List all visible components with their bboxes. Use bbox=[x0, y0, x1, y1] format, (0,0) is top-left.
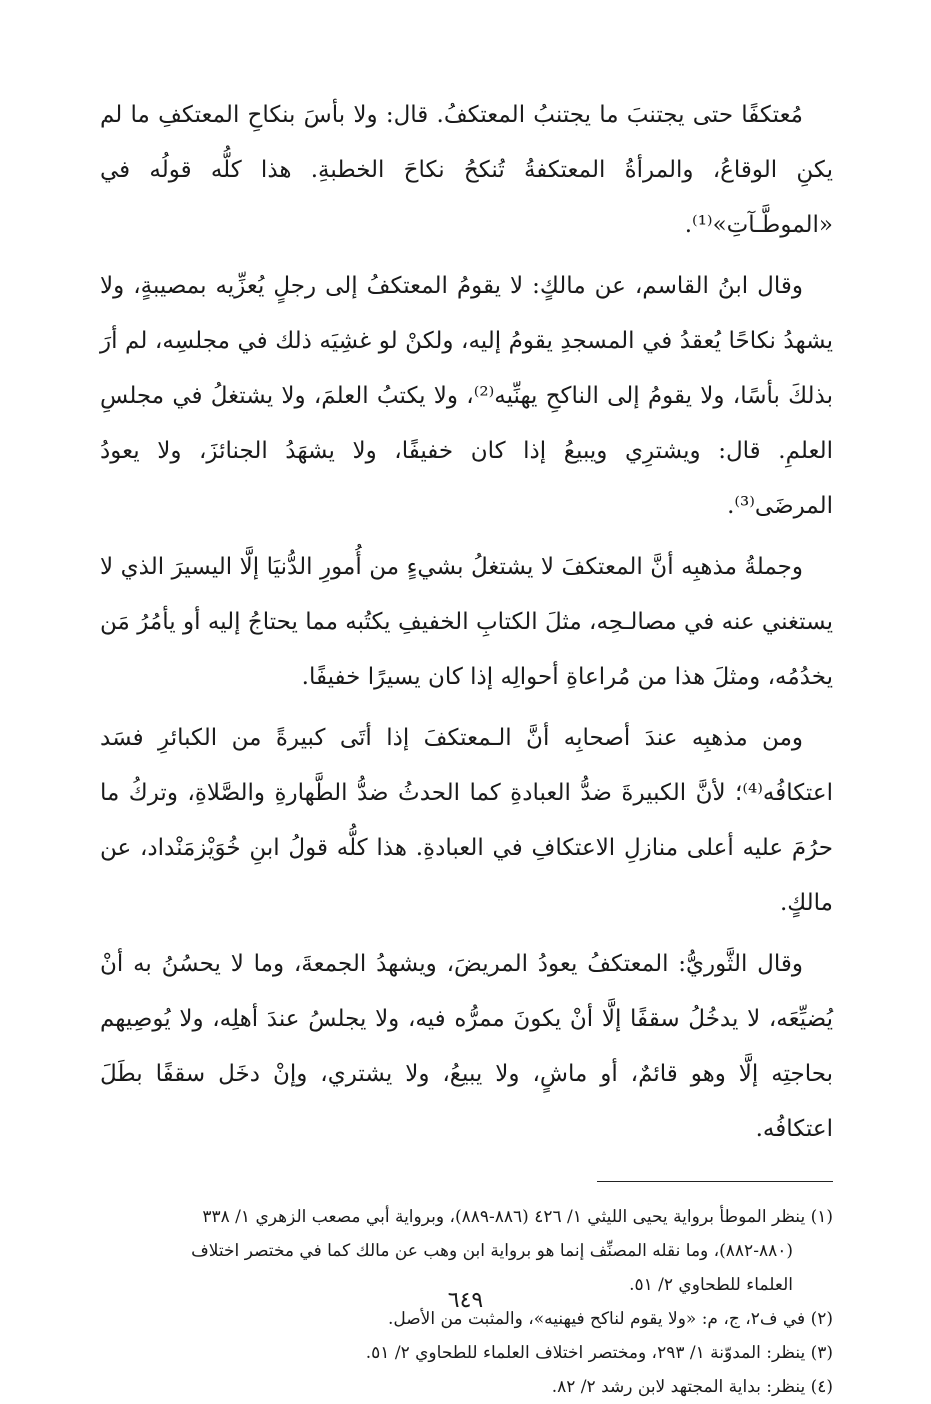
footnote-1-line-1: (١) ينظر الموطأ برواية يحيى الليثي ١/ ٤٢٦ (٨٨٦-٨٨٩)، وبرواية أبي مصعب الزهري ١/ ٣٣٨ bbox=[202, 1207, 833, 1227]
footnote-4: (٤) ينظر: بداية المجتهد لابن رشد ٢/ ٨٢. bbox=[551, 1377, 833, 1397]
footnote-1-line-3: العلماء للطحاوي ٢/ ٥١. bbox=[629, 1275, 793, 1295]
paragraph-4: ومن مذهبِه عندَ أصحابِه أنَّ الـمعتكفَ إذا أتَى كبيرةً من الكبائرِ فسَد اعتكافُه⁽⁴⁾؛ لأنَّ الكبيرةَ ضدُّ العبادةِ كما الحدثُ ضدُّ الطَّهارةِ والصَّلاةِ، وتركُ ما حرُمَ عليه أعلى منازلِ الاعتكافِ في العبادةِ. هذا كلُّه قولُ ابنِ خُوَيْزمَنْداد، عن مالكٍ. bbox=[100, 725, 833, 916]
page-number: ٦٤٩ bbox=[447, 1288, 484, 1313]
paragraph-2: وقال ابنُ القاسم، عن مالكٍ: لا يقومُ المعتكفُ إلى رجلٍ يُعزِّيه بمصيبةٍ، ولا يشهدُ نكاحًا يُعقدُ في المسجدِ يقومُ إليه، ولكنْ لو غشِيَه ذلك في مجلسِه، لم أرَ بذلكَ بأسًا، ولا يقومُ إلى الناكحِ يهنِّيه⁽²⁾، ولا يكتبُ العلمَ، ولا يشتغلُ في مجلسِ العلمِ. قال: ويشترِي ويبيعُ إذا كان خفيفًا، ولا يشهَدُ الجنائزَ، ولا يعودُ المرضَى⁽³⁾. bbox=[100, 273, 833, 519]
paragraph-3: وجملةُ مذهبِه أنَّ المعتكفَ لا يشتغلُ بشيءٍ من أُمورِ الدُّنيَا إلَّا اليسيرَ الذي لا يستغني عنه في مصالـحِه، مثلَ الكتابِ الخفيفِ يكتُبه مما يحتاجُ إليه أو يأمُرُ مَن يخدُمُه، ومثلَ هذا من مُراعاةِ أحوالِه إذا كان يسيرًا خفيفًا. bbox=[100, 554, 833, 690]
footnote-2: (٢) في ف٢، ج، م: «ولا يقوم لناكح فيهنيه»، والمثبت من الأصل. bbox=[387, 1309, 833, 1329]
footnote-separator bbox=[597, 1181, 833, 1182]
paragraph-1: مُعتكفًا حتى يجتنبَ ما يجتنبُ المعتكفُ. قال: ولا بأسَ بنكاحِ المعتكفِ ما لم يكنِ الوقاعُ، والمرأةُ المعتكفةُ تُنكحُ نكاحَ الخطبةِ. هذا كلُّه قولُه في «الموطَّـآتِ»⁽¹⁾. bbox=[100, 102, 833, 238]
paragraph-5: وقال الثَّوريُّ: المعتكفُ يعودُ المريضَ، ويشهدُ الجمعةَ، وما لا يحسُنُ به أنْ يُضيِّعَه، لا يدخُلُ سقفًا إلَّا أنْ يكونَ ممرُّه فيه، ولا يجلسُ عندَ أهلِه، ولا يُوصِيهم بحاجتِه إلَّا وهو قائمٌ، أو ماشٍ، ولا يبيعُ، ولا يشتري، وإنْ دخَل سقفًا بطَلَ اعتكافُه. bbox=[100, 951, 833, 1142]
main-text bbox=[100, 88, 833, 1157]
footnote-1-line-2: (٨٨٠-٨٨٢)، وما نقله المصنِّف إنما هو برواية ابن وهب عن مالك كما في مختصر اختلاف bbox=[191, 1241, 793, 1261]
footnote-3: (٣) ينظر: المدوّنة ١/ ٢٩٣، ومختصر اختلاف العلماء للطحاوي ٢/ ٥١. bbox=[365, 1343, 833, 1363]
